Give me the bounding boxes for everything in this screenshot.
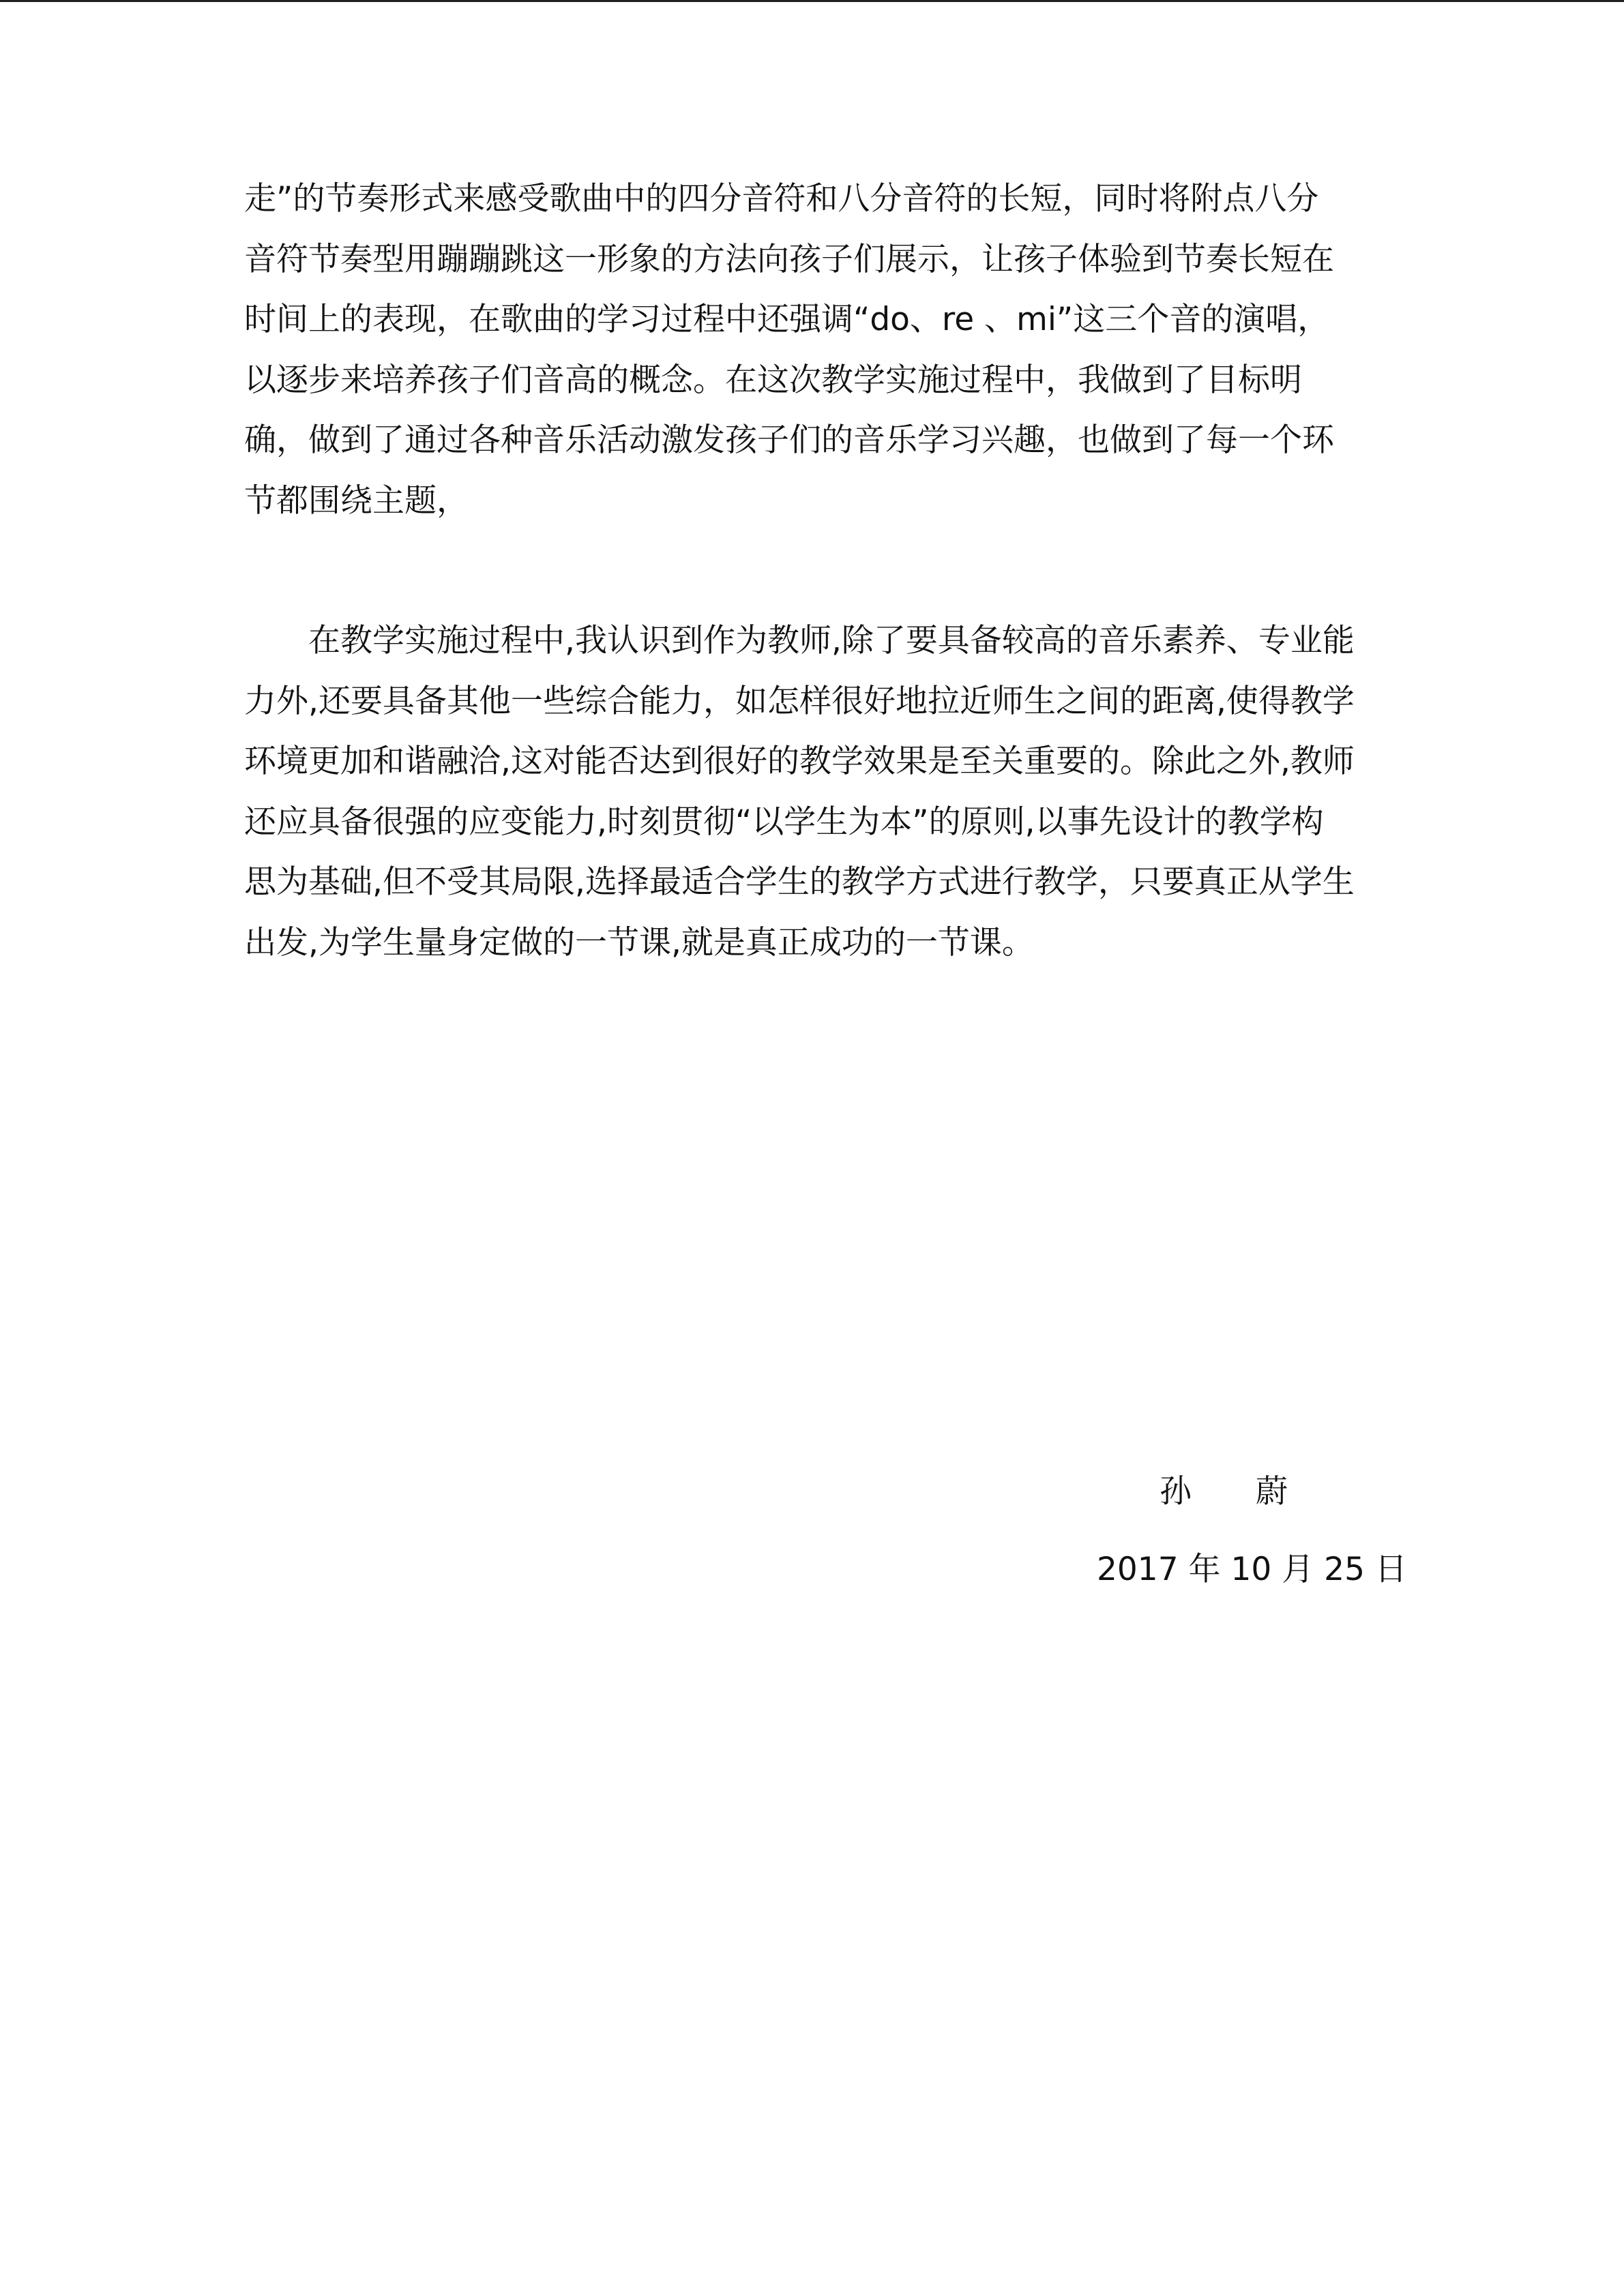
paragraph-1-line: 时间上的表现，在歌曲的学习过程中还强调“do、re 、mi”这三个音的演唱， — [244, 301, 1330, 338]
paragraph-2-line: 环境更加和谐融洽,这对能否达到很好的教学效果是至关重要的。除此之外,教师 — [244, 743, 1355, 780]
paragraph-2 — [244, 611, 1355, 973]
paragraph-2-line: 在教学实施过程中,我认识到作为教师,除了要具备较高的音乐素养、专业能 — [308, 622, 1355, 659]
paragraph-2-line: 力外,还要具备其他一些综合能力，如怎样很好地拉近师生之间的距离,使得教学 — [244, 682, 1355, 720]
author-signature: 孙 蔚 — [1160, 1473, 1288, 1510]
paragraph-1-line: 节都围绕主题， — [244, 481, 469, 520]
page-top-border — [0, 0, 1624, 2]
paragraph-1-line: 走”的节奏形式来感受歌曲中的四分音符和八分音符的长短，同时将附点八分 — [244, 180, 1319, 218]
paragraph-1-line: 确，做到了通过各种音乐活动激发孩子们的音乐学习兴趣，也做到了每一个环 — [244, 421, 1334, 459]
paragraph-2-line: 思为基础,但不受其局限,选择最适合学生的教学方式进行教学，只要真正从学生 — [244, 863, 1355, 901]
paragraph-1 — [244, 169, 1334, 531]
paragraph-1-line: 以逐步来培养孩子们音高的概念。在这次教学实施过程中，我做到了目标明 — [244, 361, 1302, 399]
document-date: 2017 年 10 月 25 日 — [1097, 1551, 1407, 1588]
paragraph-1-line: 音符节奏型用蹦蹦跳这一形象的方法向孩子们展示，让孩子体验到节奏长短在 — [244, 240, 1334, 278]
paragraph-2-line: 还应具备很强的应变能力,时刻贯彻“以学生为本”的原则,以事先设计的教学构 — [244, 803, 1324, 841]
paragraph-2-line: 出发,为学生量身定做的一节课,就是真正成功的一节课。 — [244, 923, 1034, 961]
